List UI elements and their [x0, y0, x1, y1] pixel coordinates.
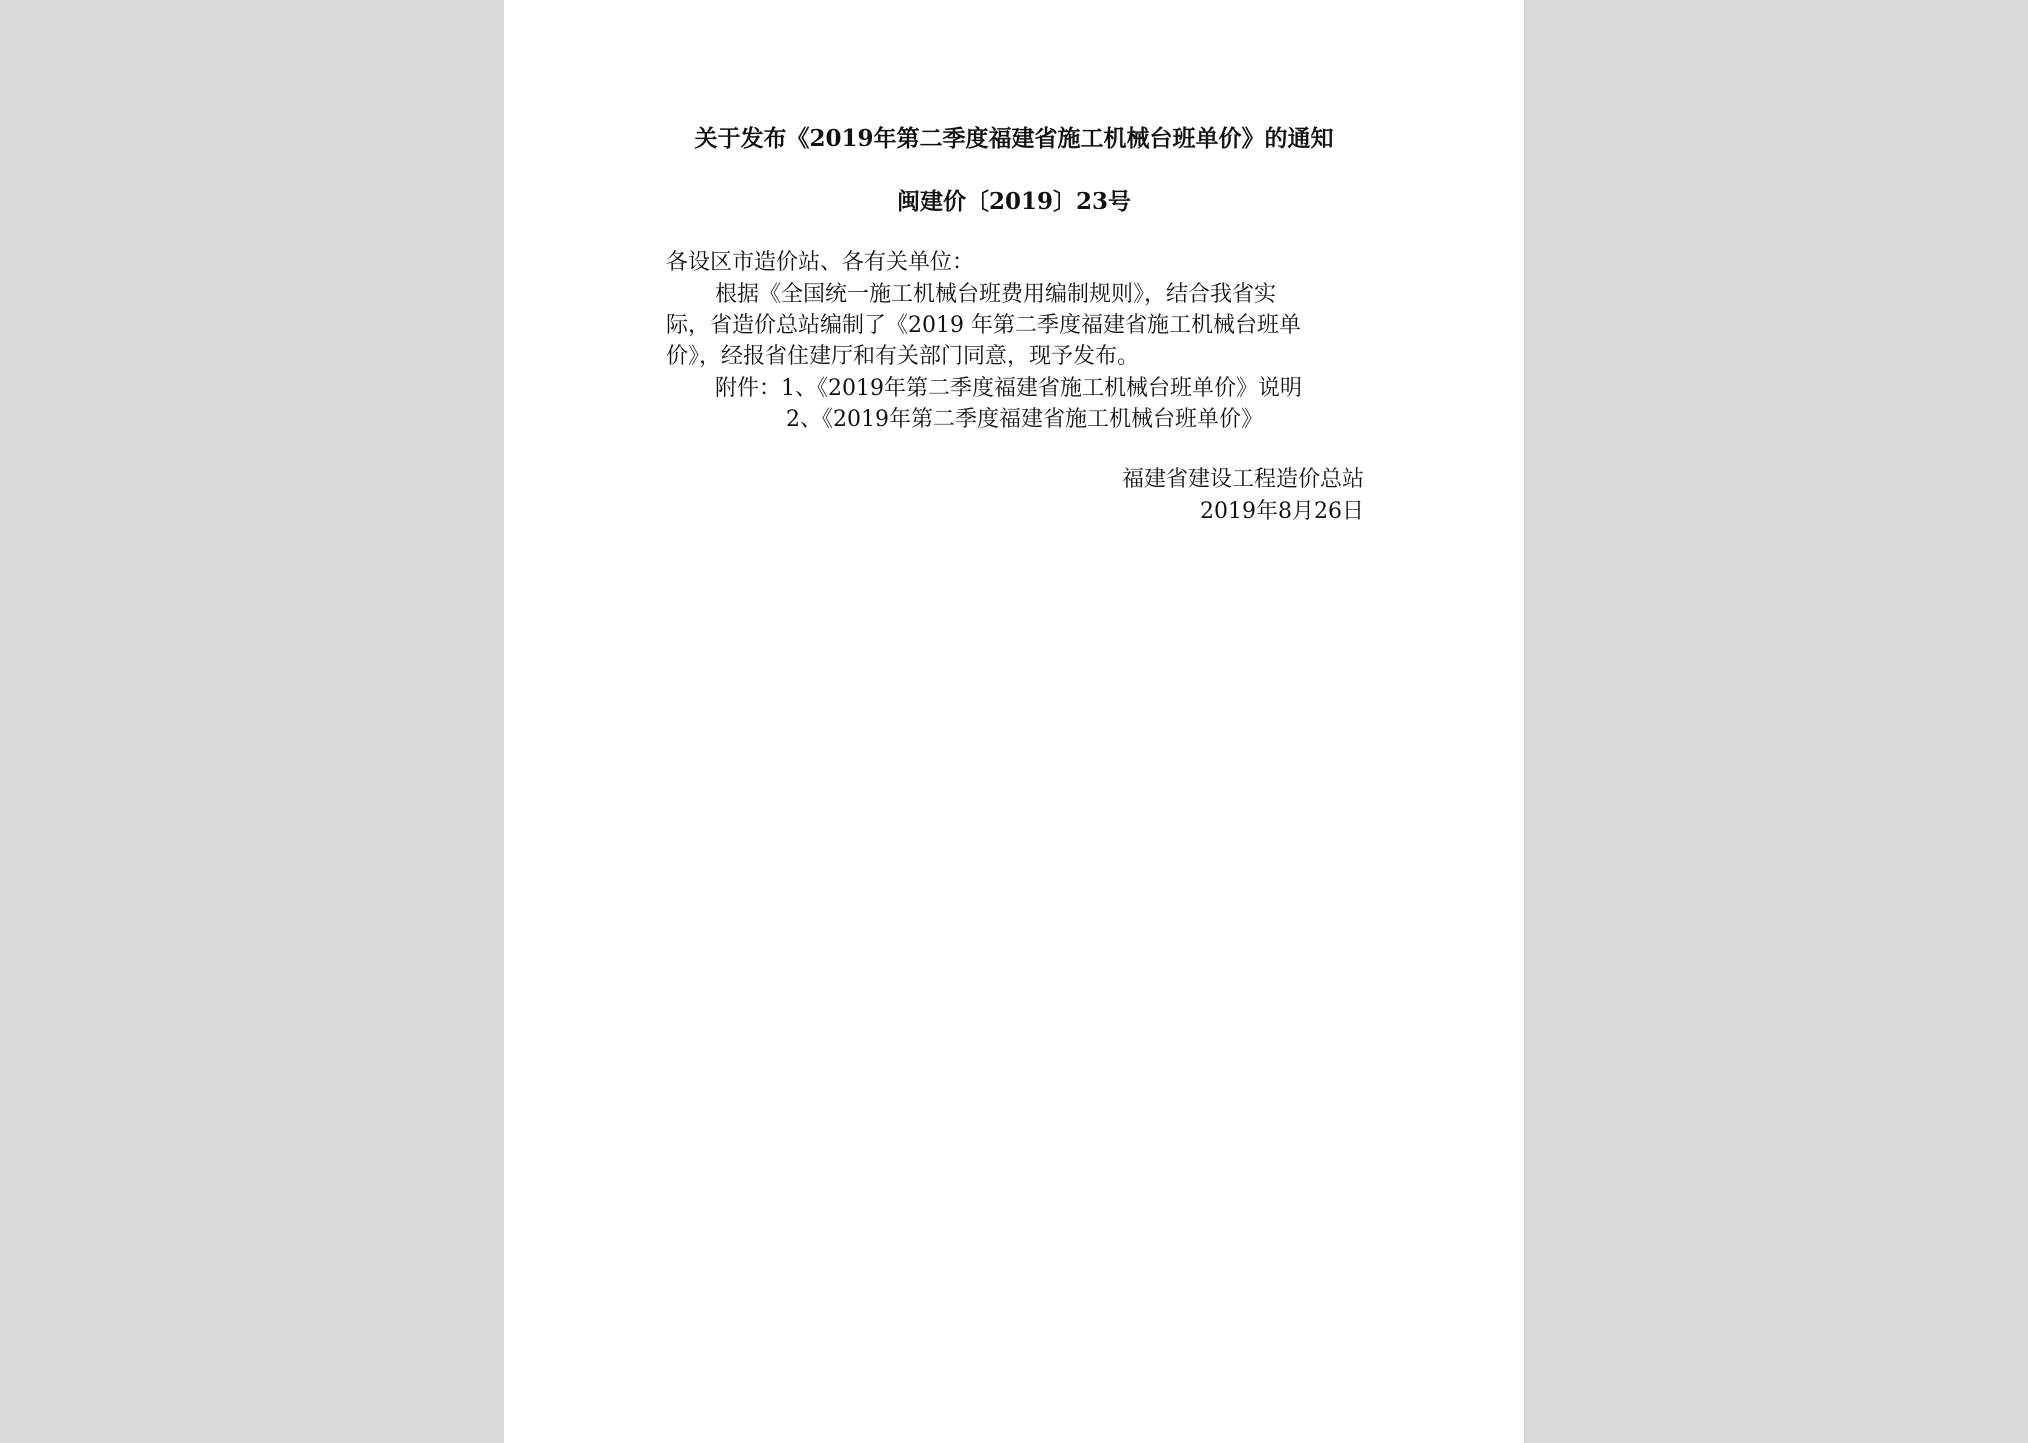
signature-organization: 福建省建设工程造价总站	[1121, 467, 1364, 492]
body-line-2: 际，省造价总站编制了《2019 年第二季度福建省施工机械台班单	[666, 313, 1301, 338]
document-page	[504, 0, 1524, 1443]
document-number: 闽建价〔2019〕23号	[896, 188, 1132, 215]
attachment-line-1: 附件：1、《2019年第二季度福建省施工机械台班单价》说明	[715, 376, 1302, 401]
signature-date: 2019年8月26日	[1200, 499, 1364, 524]
attachment-line-2: 2、《2019年第二季度福建省施工机械台班单价》	[786, 407, 1263, 432]
body-line-1: 根据《全国统一施工机械台班费用编制规则》，结合我省实	[715, 282, 1277, 307]
document-title: 关于发布《2019年第二季度福建省施工机械台班单价》的通知	[694, 125, 1334, 152]
salutation: 各设区市造价站、各有关单位：	[666, 250, 975, 275]
body-line-3: 价》，经报省住建厅和有关部门同意，现予发布。	[666, 344, 1140, 369]
